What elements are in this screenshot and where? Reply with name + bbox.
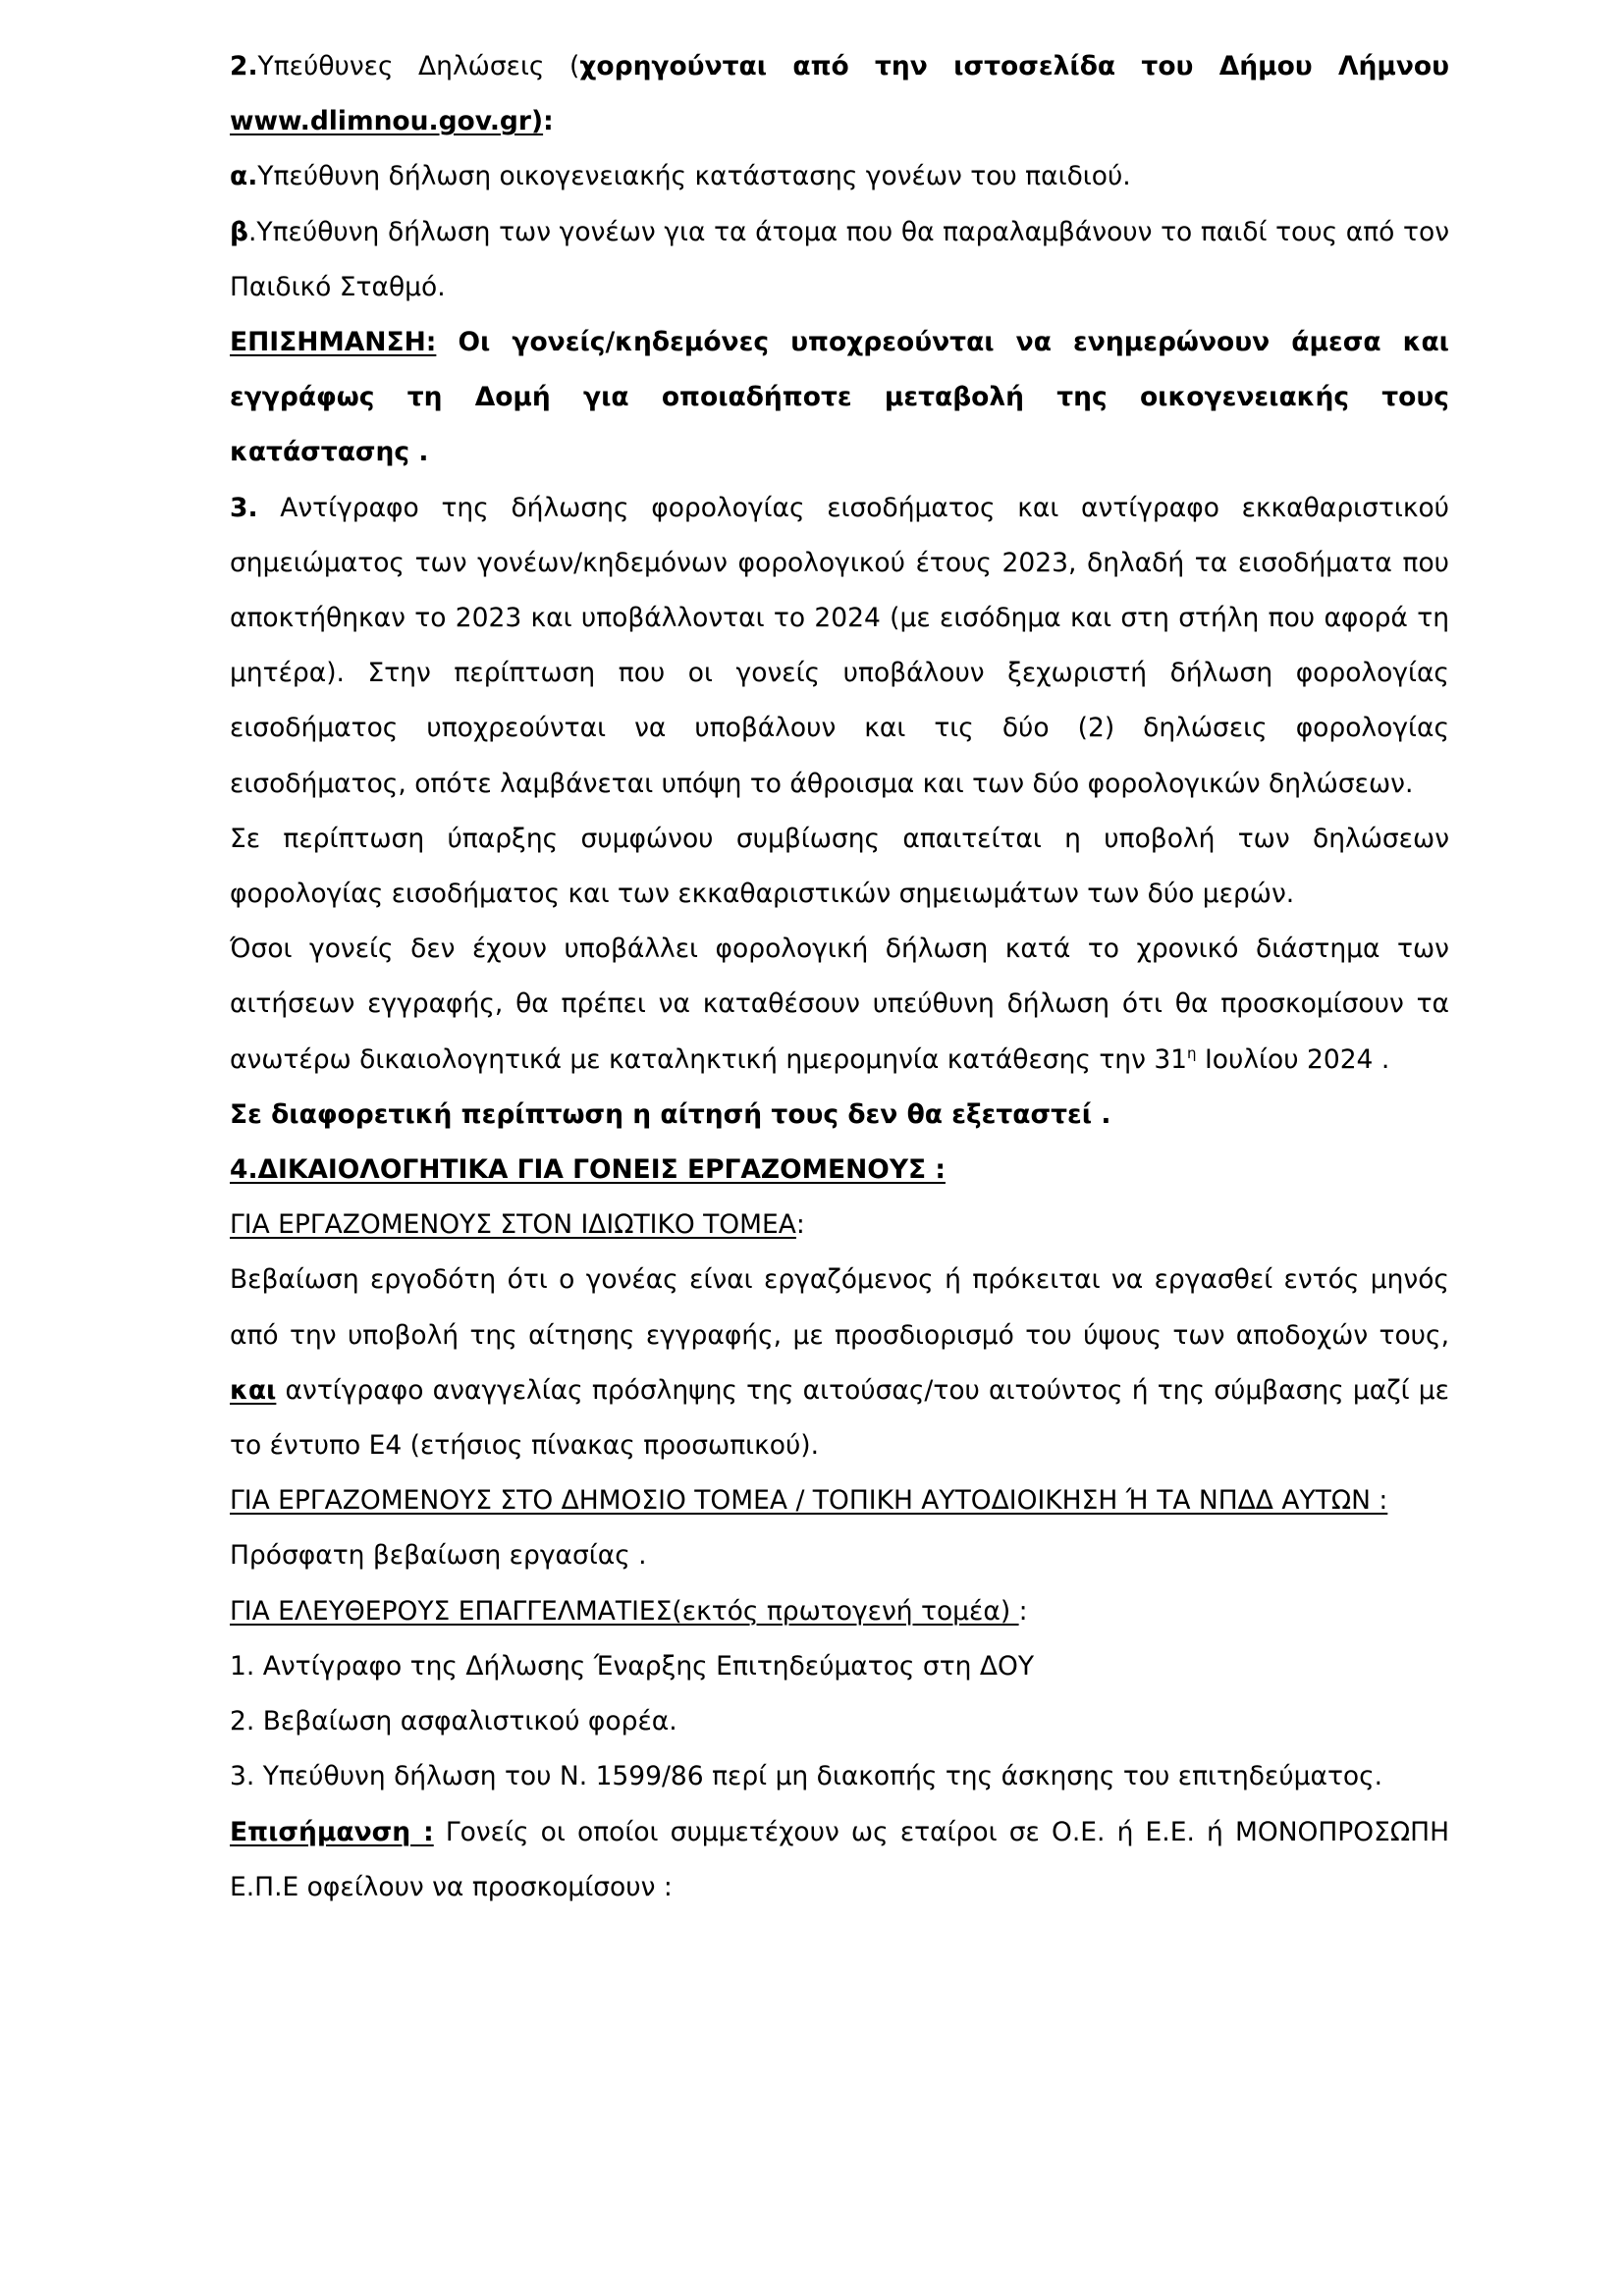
text-run: Ιουλίου 2024 . [1196, 1043, 1390, 1075]
text-run: 4.ΔΙΚΑΙΟΛΟΓΗΤΙΚΑ ΓΙΑ ΓΟΝΕΙΣ ΕΡΓΑΖΟΜΕΝΟΥΣ : [230, 1154, 946, 1186]
text-run: ΓΙΑ ΕΛΕΥΘΕΡΟΥΣ ΕΠΑΓΓΕΛΜΑΤΙΕΣ(εκτός πρωτογενή τομέα) [230, 1595, 1019, 1627]
paragraph-notice-2 [230, 1805, 1449, 1915]
text-run: 2. [230, 51, 258, 81]
text-run: Σε διαφορετική περίπτωση η αίτησή τους δεν θα εξεταστεί . [230, 1098, 1111, 1130]
text-run: Βεβαίωση εργοδότη ότι ο γονέας είναι εργαζόμενος ή πρόκειται να εργασθεί εντός μηνός από την υποβολή της αίτησης εγγραφής, με προσδιορισμό του ύψους των αποδοχών τους, [230, 1264, 1449, 1351]
text-run: Γονείς οι οποίοι συμμετέχουν ως εταίροι σε Ο.Ε. ή Ε.Ε. ή ΜΟΝΟΠΡΟΣΩΠΗ Ε.Π.Ε οφείλουν να προσκομίσουν : [230, 1816, 1449, 1902]
website-link[interactable]: www.dlimnou.gov.gr) [230, 106, 544, 137]
text-run: Οι γονείς/κηδεμόνες υποχρεούνται να ενημερώνουν άμεσα και εγγράφως τη Δομή για οποιαδήποτε μεταβολή της οικογενειακής τους κατάστασης . [230, 327, 1449, 468]
paragraph-sworn-declarations-heading [230, 39, 1449, 149]
text-run: .Υπεύθυνη δήλωση των γονέων για τα άτομα που θα παραλαμβάνουν το παιδί τους από τον Παιδικό Σταθμό. [230, 216, 1449, 302]
paragraph-section-4-heading [230, 1143, 1449, 1198]
text-run: Όσοι γονείς δεν έχουν υποβάλλει φορολογική δήλωση κατά το χρονικό διάστημα των αιτήσεων εγγραφής, θα πρέπει να καταθέσουν υπεύθυνη δήλωση ότι θα προσκομίσουν τα ανωτέρω δικαιολογητικά με καταληκτική ημερομηνία κατάθεσης την 31 [230, 934, 1449, 1075]
document-page [230, 39, 1449, 1915]
text-run: 3. Υπεύθυνη δήλωση του Ν. 1599/86 περί μη διακοπής της άσκησης του επιτηδεύματος. [230, 1761, 1383, 1792]
paragraph-private-sector-body [230, 1253, 1449, 1473]
text-run: ΕΠΙΣΗΜΑΝΣΗ: [230, 327, 437, 358]
text-run: : [795, 1209, 805, 1241]
paragraph-rejection-warning [230, 1088, 1449, 1143]
text-run: : [1018, 1595, 1028, 1627]
text-run: Πρόσφατη βεβαίωση εργασίας . [230, 1540, 647, 1572]
text-run: αντίγραφο αναγγελίας πρόσληψης της αιτούσας/του αιτούντος ή της σύμβασης μαζί με το έντυπο Ε4 (ετήσιος πίνακας προσωπικού). [230, 1374, 1449, 1462]
text-run: ΓΙΑ ΕΡΓΑΖΟΜΕΝΟΥΣ ΣΤΟΝ ΙΔΙΩΤΙΚΟ ΤΟΜΕΑ [230, 1209, 796, 1241]
text-run: 1. Αντίγραφο της Δήλωσης Έναρξης Επιτηδεύματος στη ΔΟΥ [230, 1650, 1035, 1682]
ordinal-superscript: η [1187, 1043, 1197, 1062]
paragraph-freelancers-item-2 [230, 1694, 1449, 1749]
text-run: Υπεύθυνη δήλωση οικογενειακής κατάστασης γονέων του παιδιού. [257, 161, 1131, 192]
text-run: 2. Βεβαίωση ασφαλιστικού φορέα. [230, 1706, 677, 1737]
paragraph-public-sector-heading [230, 1473, 1449, 1528]
text-run: και [230, 1374, 277, 1406]
text-run: Αντίγραφο της δήλωσης φορολογίας εισοδήματος και αντίγραφο εκκαθαριστικού σημειώματος των γονέων/κηδεμόνων φορολογικού έτους 2023, δηλαδή τα εισοδήματα που αποκτήθηκαν το 2023 και υποβάλλονται το 2024 (με εισόδημα και στη στήλη που αφορά τη μητέρα). Στην περίπτωση που οι γονείς υποβάλουν ξεχωριστή δήλωση φορολογίας εισοδήματος υποχρεούνται να υποβάλουν και τις δύο (2) δηλώσεις φορολογίας εισοδήματος, οπότε λαμβάνεται υπόψη το άθροισμα και των δύο φορολογικών δηλώσεων. [230, 492, 1449, 799]
paragraph-private-sector-heading [230, 1198, 1449, 1253]
text-run: χορηγούνται από την ιστοσελίδα του Δήμου Λήμνου [579, 51, 1449, 81]
text-run: Σε περίπτωση ύπαρξης συμφώνου συμβίωσης απαιτείται η υποβολή των δηλώσεων φορολογίας εισοδήματος και των εκκαθαριστικών σημειωμάτων των δύο μερών. [230, 823, 1449, 910]
paragraph-notice-1 [230, 315, 1449, 481]
paragraph-late-filers [230, 922, 1449, 1088]
paragraph-item-a [230, 149, 1449, 204]
text-run: ΓΙΑ ΕΡΓΑΖΟΜΕΝΟΥΣ ΣΤΟ ΔΗΜΟΣΙΟ ΤΟΜΕΑ / ΤΟΠΙΚΗ ΑΥΤΟΔΙΟΙΚΗΣΗ Ή ΤΑ ΝΠΔΔ ΑΥΤΩΝ : [230, 1485, 1388, 1517]
text-run: 3. [230, 492, 258, 523]
paragraph-cohabitation [230, 812, 1449, 922]
paragraph-freelancers-item-1 [230, 1639, 1449, 1694]
paragraph-item-b [230, 205, 1449, 315]
paragraph-freelancers-item-3 [230, 1749, 1449, 1804]
text-run: α. [230, 161, 258, 192]
text-run: β [230, 216, 248, 247]
text-run: : [543, 106, 554, 137]
paragraph-tax-return [230, 481, 1449, 812]
text-run: Επισήμανση : [230, 1816, 434, 1847]
paragraph-public-sector-body [230, 1528, 1449, 1583]
text-run: Υπεύθυνες Δηλώσεις ( [257, 51, 580, 81]
paragraph-freelancers-heading [230, 1584, 1449, 1639]
